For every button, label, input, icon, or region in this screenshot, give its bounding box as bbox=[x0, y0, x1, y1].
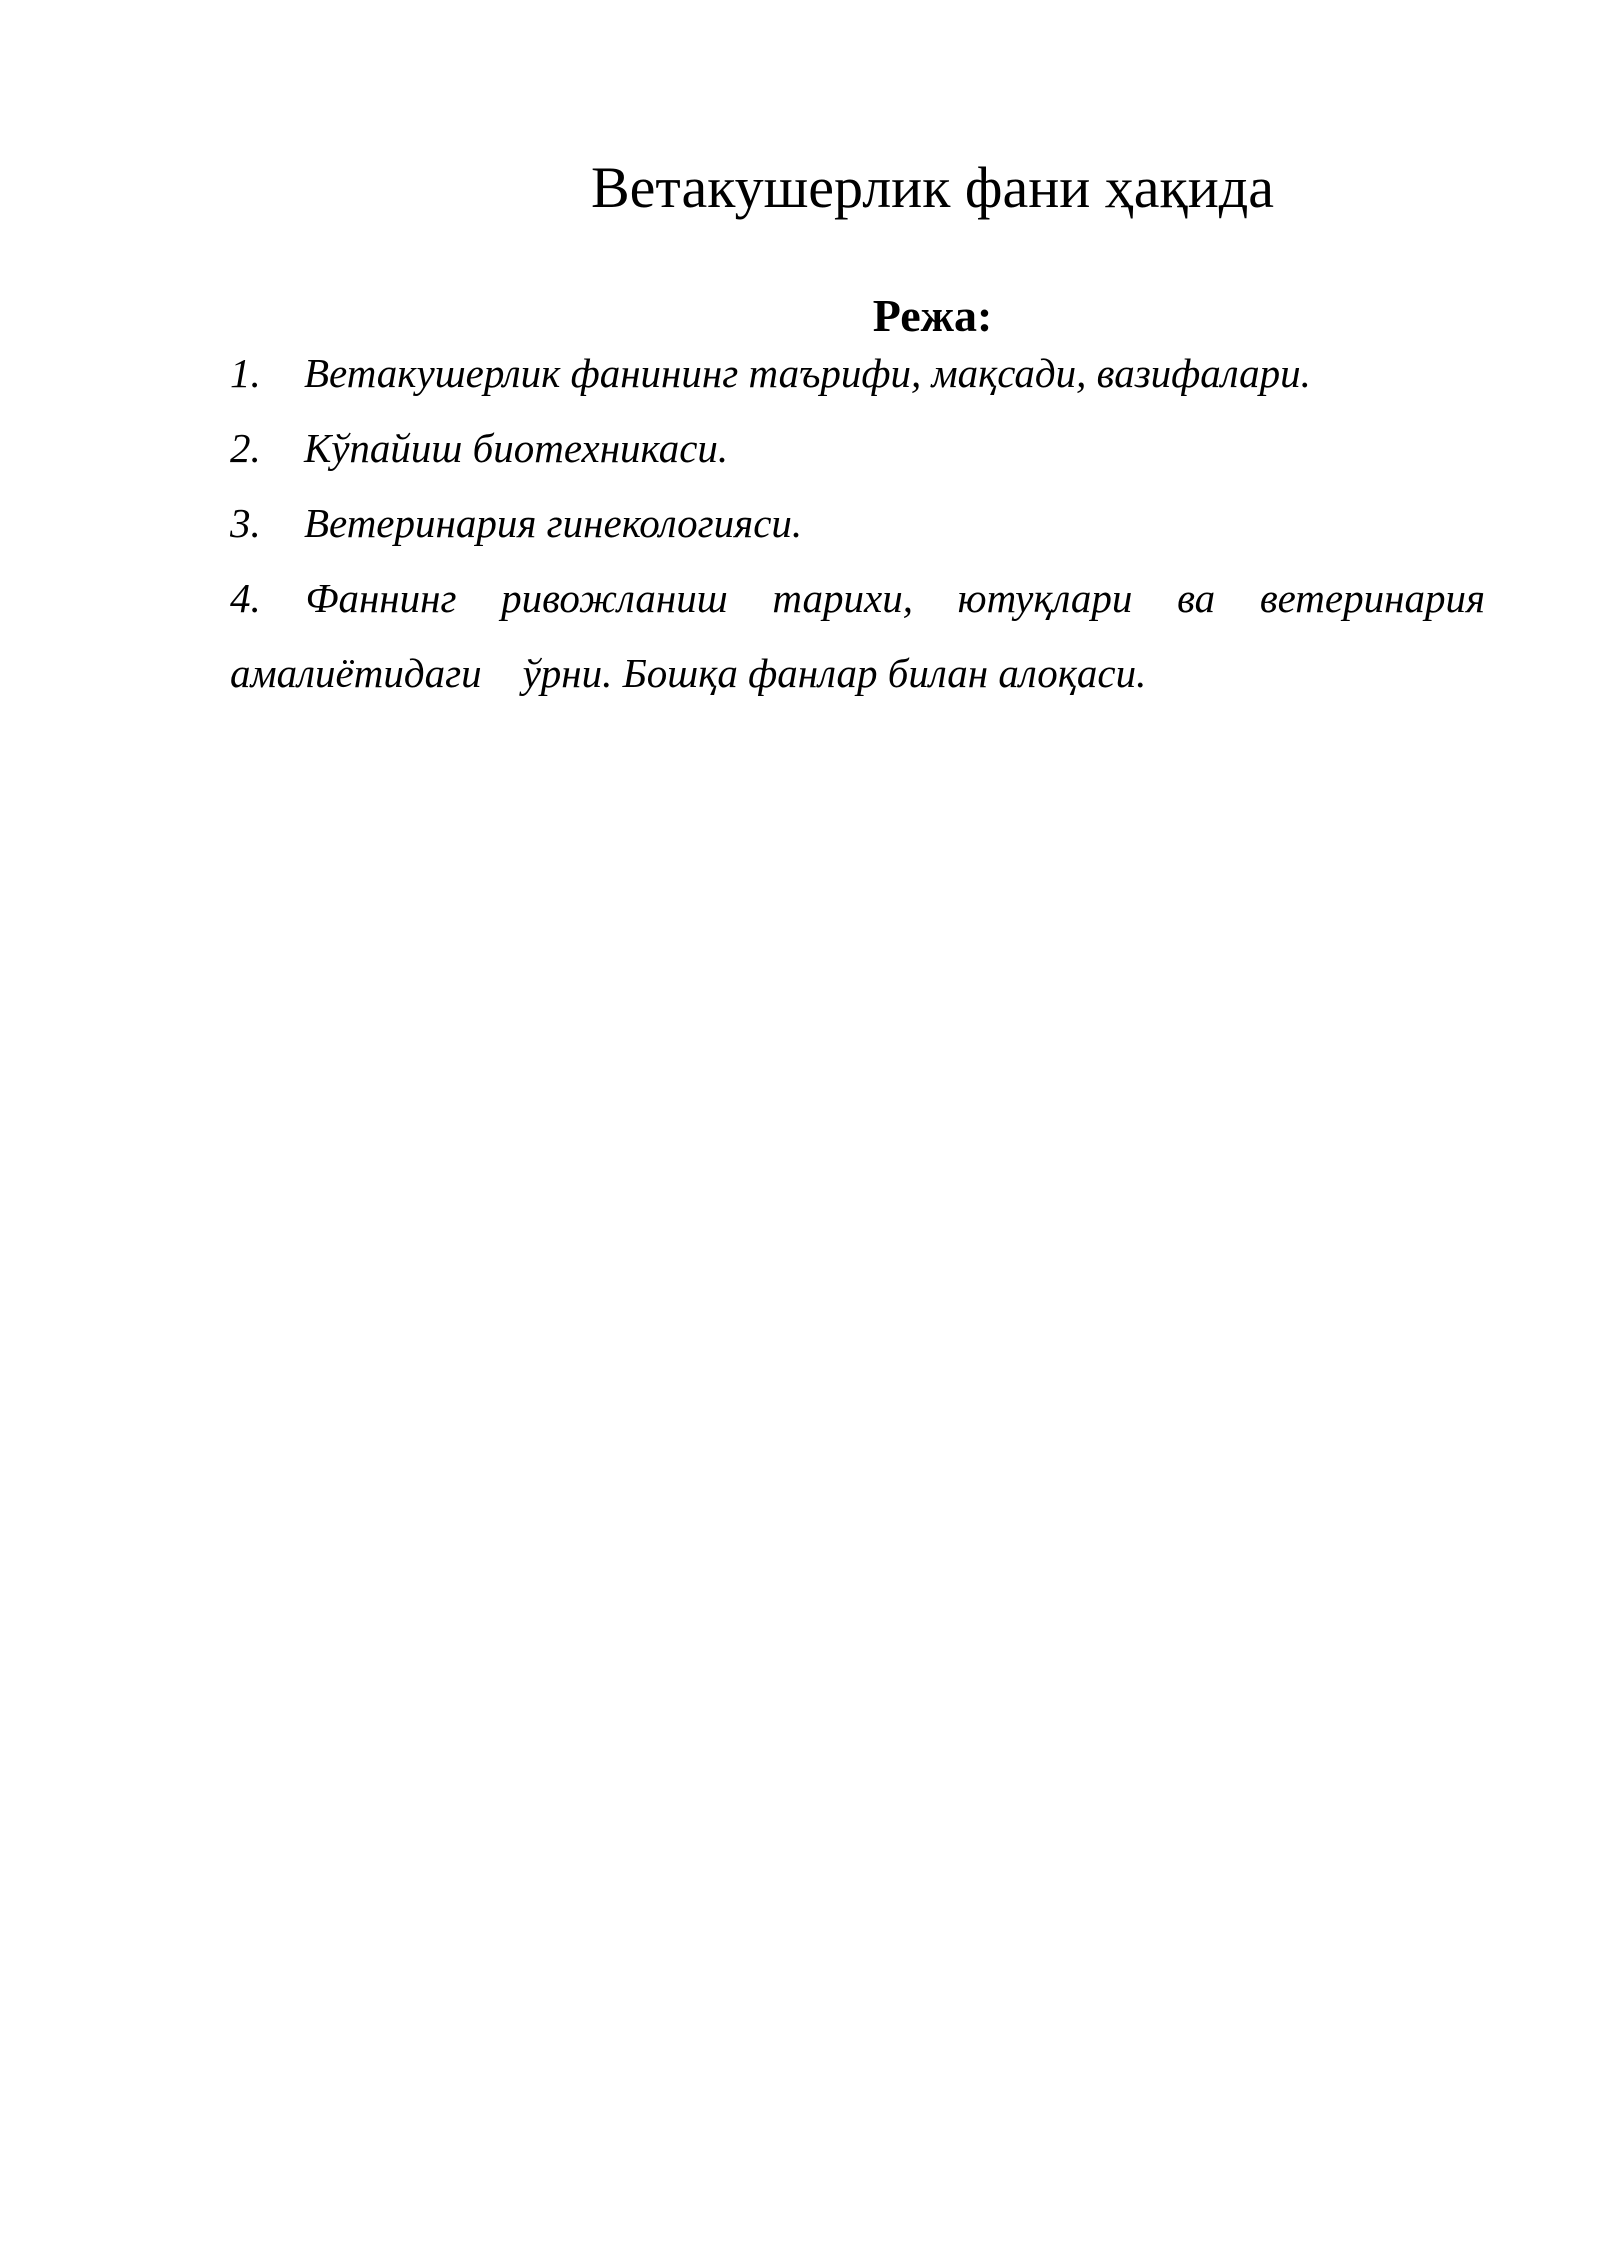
plan-item-number: 3. bbox=[230, 500, 261, 546]
plan-item-number: 4. bbox=[230, 575, 306, 621]
plan-heading: Режа: bbox=[872, 290, 993, 341]
plan-item-2 bbox=[230, 411, 1485, 486]
plan-item-4 bbox=[230, 561, 1496, 711]
plan-item-text: Ветеринария гинекологияси. bbox=[304, 500, 803, 546]
plan-item-number: 2. bbox=[230, 425, 261, 471]
plan-item-text: Ветакушерлик фанининг таърифи, мақсади, вазифалари. bbox=[304, 350, 1311, 396]
plan-item-text: Фаннинг ривожланиш тарихи, ютуқлари ва ветеринария амалиётидаги ўрни. Бошқа фанлар билан алоқаси. bbox=[230, 575, 1496, 696]
plan-item-3 bbox=[230, 486, 1485, 561]
page-title: Ветакушерлик фани ҳақида bbox=[590, 155, 1274, 220]
plan-item-1 bbox=[230, 336, 1485, 411]
plan-item-number: 1. bbox=[230, 350, 261, 396]
plan-item-text: Кўпайиш биотехникаси. bbox=[304, 425, 729, 471]
plan-list bbox=[230, 336, 1496, 711]
